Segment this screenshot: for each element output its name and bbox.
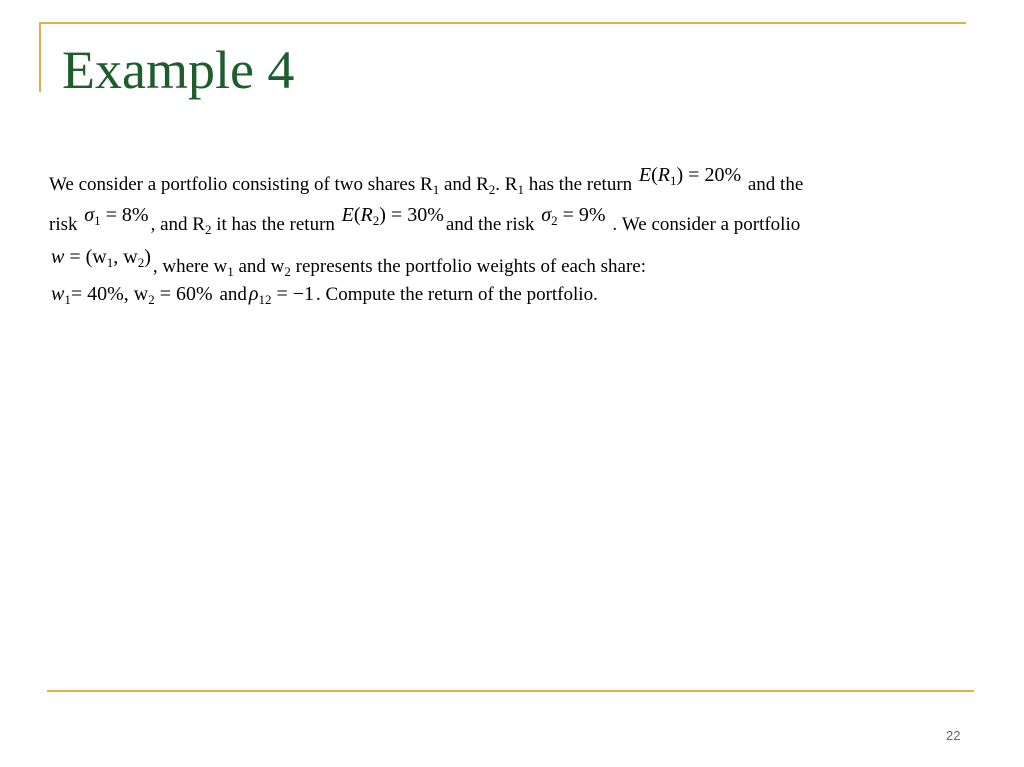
formula-expected-return-2: $E(R_2) = 30\%$ [341,204,444,228]
left-decor-line [39,22,41,92]
problem-statement [49,166,903,308]
formula-expected-return-1: $E(R_1) = 20\%$ [638,164,742,188]
page-number: 22 [946,728,961,743]
bottom-decor-line [47,690,974,692]
statement-line-3: $w = (w_1$, $w_2$) , where $w_1$ and $w_2$ represents the portfolio weights of each share: [51,246,646,279]
formula-correlation: $\rho_{12} = -1$ [248,283,315,307]
top-decor-line [39,22,966,24]
formula-weights-vector: $w = (w_1$, $w_2$) [51,246,151,270]
statement-line-1: We consider a portfolio consisting of two shares $R_1$ and $R_2$. $R_1$ has the return $E(R_1) = 20\%$ and the [49,164,804,197]
formula-sigma-2: $\sigma_2 = 9\%$ [541,204,606,228]
statement-line-2: risk $\sigma_1 = 8\%$ , and $R_2$ it has the return $E(R_2) = 30\%$ and the risk $\sigma_2 = 9\%$ . We consider a portfolio [49,204,801,237]
formula-weight-values: $w_1= 40\%$, $w_2 = 60\%$ [51,283,213,307]
statement-line-4: $w_1= 40\%$, $w_2 = 60\%$ and $\rho_{12} = -1$ . Compute the return of the portfolio. [51,283,598,307]
formula-sigma-1: $\sigma_1 = 8\%$ [84,204,149,228]
slide-title: Example 4 [62,40,295,100]
